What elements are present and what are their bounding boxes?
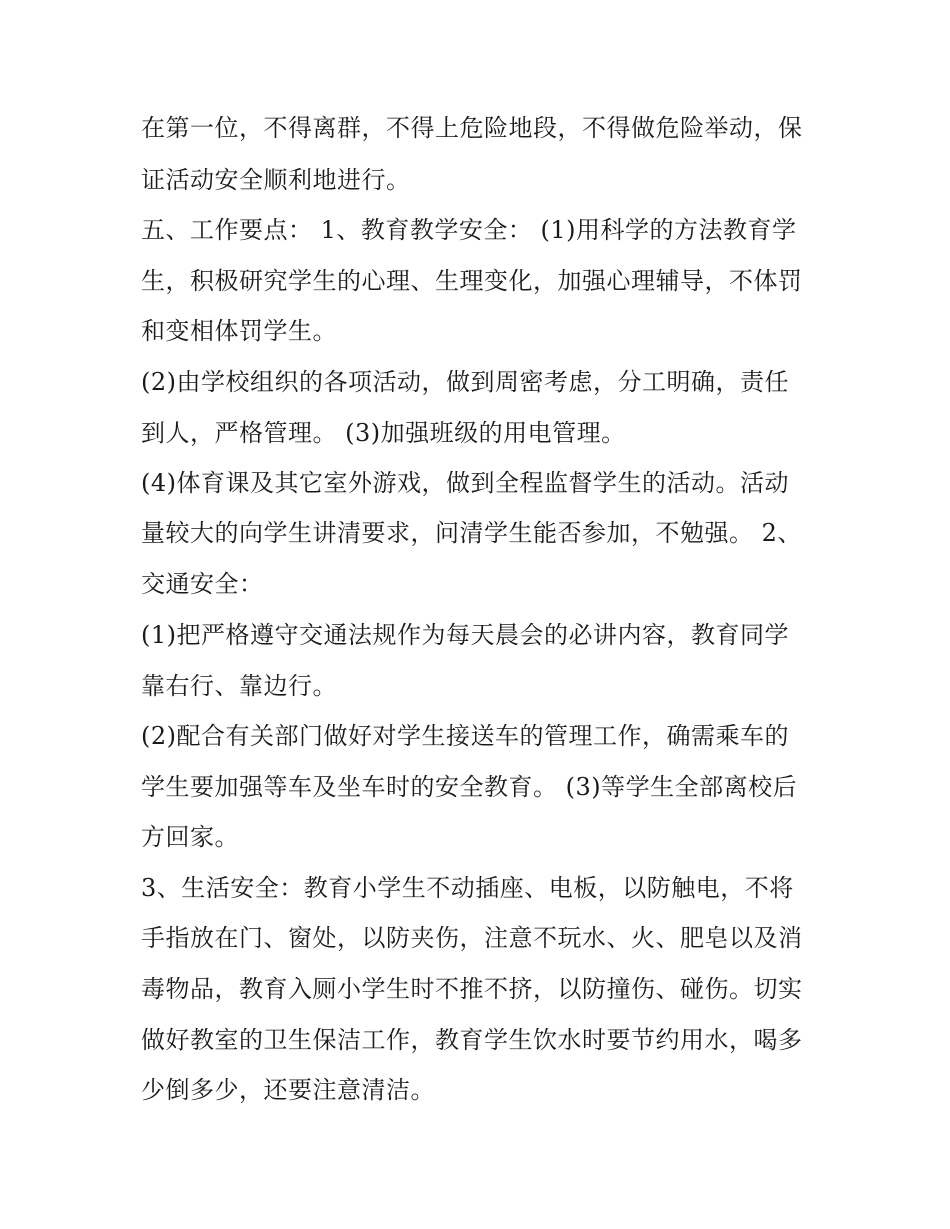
text-line: 在第一位，不得离群，不得上危险地段，不得做危险举动，保 xyxy=(141,114,803,142)
text-line: (2)由学校组织的各项活动，做到周密考虑，分工明确，责任 xyxy=(141,368,789,396)
text-line: 3、生活安全：教育小学生不动插座、电板，以防触电，不将 xyxy=(141,874,794,902)
text-line: (4)体育课及其它室外游戏，做到全程监督学生的活动。活动 xyxy=(141,469,789,497)
text-line: 证活动安全顺利地进行。 xyxy=(141,166,411,194)
text-line: (2)配合有关部门做好对学生接送车的管理工作，确需乘车的 xyxy=(141,722,789,750)
text-line: 少倒多少，还要注意清洁。 xyxy=(141,1076,435,1104)
text-line: 交通安全： xyxy=(141,570,264,598)
text-line: 方回家。 xyxy=(141,823,239,851)
text-line: 生，积极研究学生的心理、生理变化，加强心理辅导，不体罚 xyxy=(141,267,803,295)
text-line: 和变相体罚学生。 xyxy=(141,317,337,345)
text-line: 到人，严格管理。 (3)加强班级的用电管理。 xyxy=(141,419,626,447)
text-line: 毒物品，教育入厕小学生时不推不挤，以防撞伤、碰伤。切实 xyxy=(141,975,803,1003)
text-line: (1)把严格遵守交通法规作为每天晨会的必讲内容，教育同学 xyxy=(141,621,789,649)
text-line: 学生要加强等车及坐车时的安全教育。 (3)等学生全部离校后 xyxy=(141,773,798,801)
text-line: 做好教室的卫生保洁工作，教育学生饮水时要节约用水，喝多 xyxy=(141,1026,803,1054)
text-line: 五、工作要点： 1、教育教学安全： (1)用科学的方法教育学 xyxy=(141,216,797,244)
text-line: 手指放在门、窗处，以防夹伤，注意不玩水、火、肥皂以及消 xyxy=(141,924,803,952)
text-line: 靠右行、靠边行。 xyxy=(141,672,337,700)
text-line: 量较大的向学生讲清要求，问清学生能否参加，不勉强。 2、 xyxy=(141,519,802,547)
